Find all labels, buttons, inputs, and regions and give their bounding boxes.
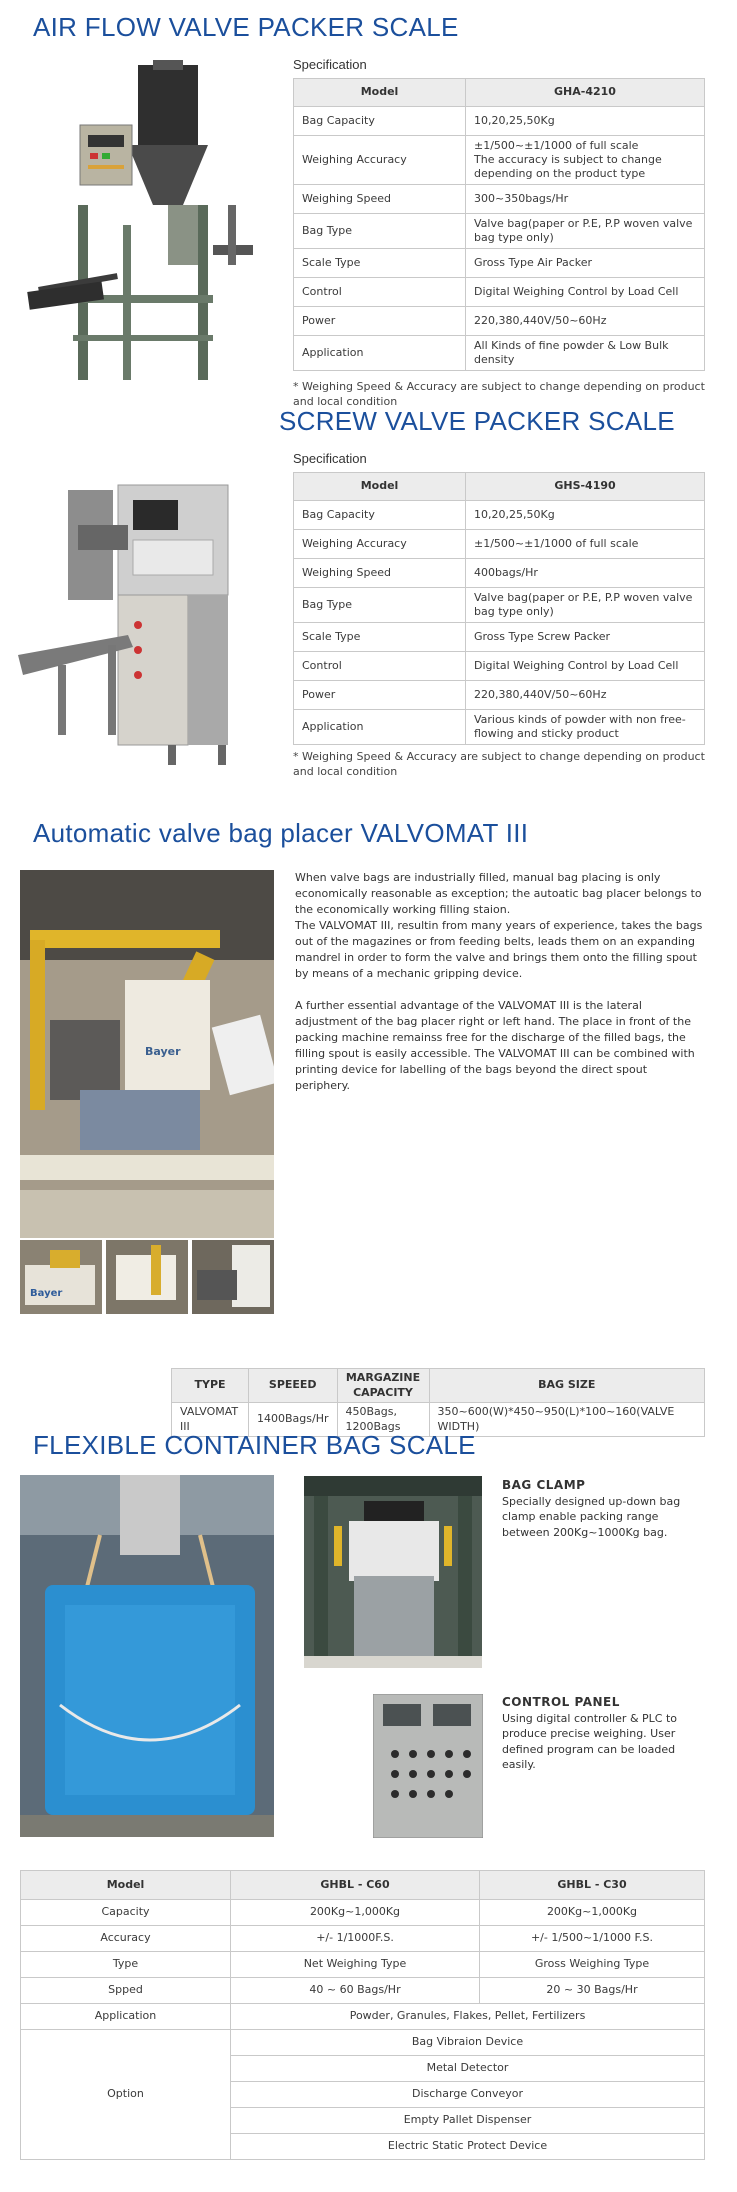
valvomat-cell-type: VALVOMAT III (172, 1403, 249, 1437)
valvomat-thumb-3 (192, 1240, 274, 1314)
screw-note: * Weighing Speed & Accuracy are subject to change depending on product and local condition (293, 750, 705, 778)
airflow-header-model: GHA-4210 (466, 79, 705, 107)
airflow-machine-image (18, 55, 276, 385)
table-row (294, 559, 705, 588)
valvomat-col-type: TYPE (172, 1369, 249, 1403)
spec-key: Power (294, 307, 466, 336)
screw-spec-label: Specification (293, 451, 367, 466)
fibc-title: FLEXIBLE CONTAINER BAG SCALE (33, 1430, 476, 1460)
spec-key: Power (294, 681, 466, 710)
fibc-application-value: Powder, Granules, Flakes, Pellet, Fertilizers (231, 2004, 705, 2030)
spec-key: Weighing Speed (294, 185, 466, 214)
spec-key: Bag Type (294, 214, 466, 249)
fibc-c60-value: 200Kg~1,000Kg (231, 1900, 480, 1926)
valvomat-col-magazine: MARGAZINE CAPACITY (337, 1369, 429, 1403)
spec-value: Gross Type Screw Packer (466, 623, 705, 652)
table-row (294, 136, 705, 185)
table-row (294, 185, 705, 214)
table-row (294, 652, 705, 681)
fibc-option: Discharge Conveyor (231, 2082, 705, 2108)
control-panel-title: CONTROL PANEL (502, 1695, 620, 1709)
fibc-c30-value: +/- 1/500~1/1000 F.S. (480, 1926, 705, 1952)
valvomat-col-bagsize: BAG SIZE (429, 1369, 705, 1403)
spec-key: Bag Type (294, 588, 466, 623)
spec-key: Bag Capacity (294, 501, 466, 530)
valvomat-cell-speed: 1400Bags/Hr (249, 1403, 338, 1437)
table-row (294, 623, 705, 652)
fibc-c60-value: 40 ~ 60 Bags/Hr (231, 1978, 480, 2004)
fibc-c30-value: 200Kg~1,000Kg (480, 1900, 705, 1926)
valvomat-col-speed: SPEEED (249, 1369, 338, 1403)
screw-header-label: Model (294, 473, 466, 501)
spec-key: Scale Type (294, 623, 466, 652)
airflow-spec-table (293, 78, 705, 371)
spec-value: Valve bag(paper or P.E, P.P woven valve bag type only) (466, 588, 705, 623)
valvomat-paragraph-1: When valve bags are industrially filled, manual bag placing is only economically reasonable as exception; the autoatic bag placer belongs to the economically working filling staion. The VALVOMAT III, resultin from many years of experience, takes the bags out of the magazines or from feeding belts, leads them on an expanding mandrel in order to form the valve and brings them onto the filling spout by means of a mechanic gripping device. (295, 871, 703, 980)
table-row (294, 107, 705, 136)
screw-machine-image (18, 465, 276, 770)
fibc-header-c60: GHBL - C60 (231, 1871, 480, 1900)
fibc-option: Empty Pallet Dispenser (231, 2108, 705, 2134)
spec-key: Control (294, 652, 466, 681)
spec-key: Weighing Accuracy (294, 136, 466, 185)
airflow-note: * Weighing Speed & Accuracy are subject to change depending on product and local condition (293, 380, 705, 408)
bag-clamp-title: BAG CLAMP (502, 1478, 586, 1492)
fibc-header-c30: GHBL - C30 (480, 1871, 705, 1900)
control-panel-photo (373, 1694, 483, 1838)
screw-title: SCREW VALVE PACKER SCALE (279, 406, 675, 436)
table-row (294, 214, 705, 249)
airflow-header-label: Model (294, 79, 466, 107)
valvomat-title: Automatic valve bag placer VALVOMAT III (33, 818, 529, 848)
spec-value: 220,380,440V/50~60Hz (466, 681, 705, 710)
valvomat-main-photo (20, 870, 274, 1238)
valvomat-thumb-1 (20, 1240, 102, 1314)
spec-value: Gross Type Air Packer (466, 249, 705, 278)
fibc-option-label: Option (21, 2030, 231, 2160)
fibc-c60-value: +/- 1/1000F.S. (231, 1926, 480, 1952)
valvomat-paragraph-2: A further essential advantage of the VALVOMAT III is the lateral adjustment of the bag placer right or left hand. The place in front of the packing machine remainss free for the discharge of the filled bags, the filling spout is easily accessible. The VALVOMAT III can be combined with printing device for labelling of the bags beyond the direct spout periphery. (295, 999, 695, 1092)
fibc-key: Accuracy (21, 1926, 231, 1952)
fibc-spec-table (20, 1870, 705, 2160)
airflow-title: AIR FLOW VALVE PACKER SCALE (33, 12, 459, 42)
spec-value: 10,20,25,50Kg (466, 107, 705, 136)
spec-value: Various kinds of powder with non free-flowing and sticky product (466, 710, 705, 745)
valvomat-table (171, 1368, 705, 1437)
spec-value: Valve bag(paper or P.E, P.P woven valve bag type only) (466, 214, 705, 249)
screw-header-model: GHS-4190 (466, 473, 705, 501)
spec-key: Weighing Accuracy (294, 530, 466, 559)
fibc-option: Metal Detector (231, 2056, 705, 2082)
spec-key: Application (294, 710, 466, 745)
fibc-c60-value: Net Weighing Type (231, 1952, 480, 1978)
fibc-key: Spped (21, 1978, 231, 2004)
bag-clamp-photo (304, 1476, 482, 1668)
control-panel-text: Using digital controller & PLC to produce precise weighing. User defined program can be loaded easily. (502, 1712, 678, 1772)
table-row (294, 681, 705, 710)
fibc-key: Capacity (21, 1900, 231, 1926)
table-row (21, 1952, 705, 1978)
spec-value: 400bags/Hr (466, 559, 705, 588)
spec-value: ±1/500~±1/1000 of full scale (466, 530, 705, 559)
spec-value: 300~350bags/Hr (466, 185, 705, 214)
valvomat-cell-magazine: 450Bags, 1200Bags (337, 1403, 429, 1437)
spec-value: Digital Weighing Control by Load Cell (466, 278, 705, 307)
spec-value: All Kinds of fine powder & Low Bulk density (466, 336, 705, 371)
spec-key: Weighing Speed (294, 559, 466, 588)
table-row (294, 530, 705, 559)
spec-key: Application (294, 336, 466, 371)
table-row (21, 2030, 705, 2056)
table-row (21, 2004, 705, 2030)
spec-key: Control (294, 278, 466, 307)
fibc-c30-value: 20 ~ 30 Bags/Hr (480, 1978, 705, 2004)
airflow-spec-label: Specification (293, 57, 367, 72)
spec-value: 220,380,440V/50~60Hz (466, 307, 705, 336)
table-row (294, 336, 705, 371)
fibc-bag-photo (20, 1475, 274, 1837)
fibc-key: Type (21, 1952, 231, 1978)
table-row (294, 249, 705, 278)
spec-key: Scale Type (294, 249, 466, 278)
bag-clamp-text: Specially designed up-down bag clamp enable packing range between 200Kg~1000Kg bag. (502, 1495, 681, 1539)
table-row (294, 278, 705, 307)
valvomat-cell-bagsize: 350~600(W)*450~950(L)*100~160(VALVE WIDTH) (429, 1403, 705, 1437)
table-row (294, 307, 705, 336)
screw-spec-table (293, 472, 705, 745)
table-row (21, 1900, 705, 1926)
spec-value: Digital Weighing Control by Load Cell (466, 652, 705, 681)
table-row (294, 501, 705, 530)
thumb-bayer-label: Bayer (30, 1288, 63, 1299)
valvomat-thumb-2 (106, 1240, 188, 1314)
table-row (21, 1926, 705, 1952)
fibc-option: Electric Static Protect Device (231, 2134, 705, 2160)
spec-key: Bag Capacity (294, 107, 466, 136)
bayer-label: Bayer (145, 1045, 181, 1058)
table-row (21, 1978, 705, 2004)
spec-value: 10,20,25,50Kg (466, 501, 705, 530)
table-row (294, 588, 705, 623)
fibc-header-label: Model (21, 1871, 231, 1900)
fibc-c30-value: Gross Weighing Type (480, 1952, 705, 1978)
spec-value: ±1/500~±1/1000 of full scale The accuracy is subject to change depending on the product type (466, 136, 705, 185)
table-row (294, 710, 705, 745)
fibc-application-label: Application (21, 2004, 231, 2030)
fibc-option: Bag Vibraion Device (231, 2030, 705, 2056)
